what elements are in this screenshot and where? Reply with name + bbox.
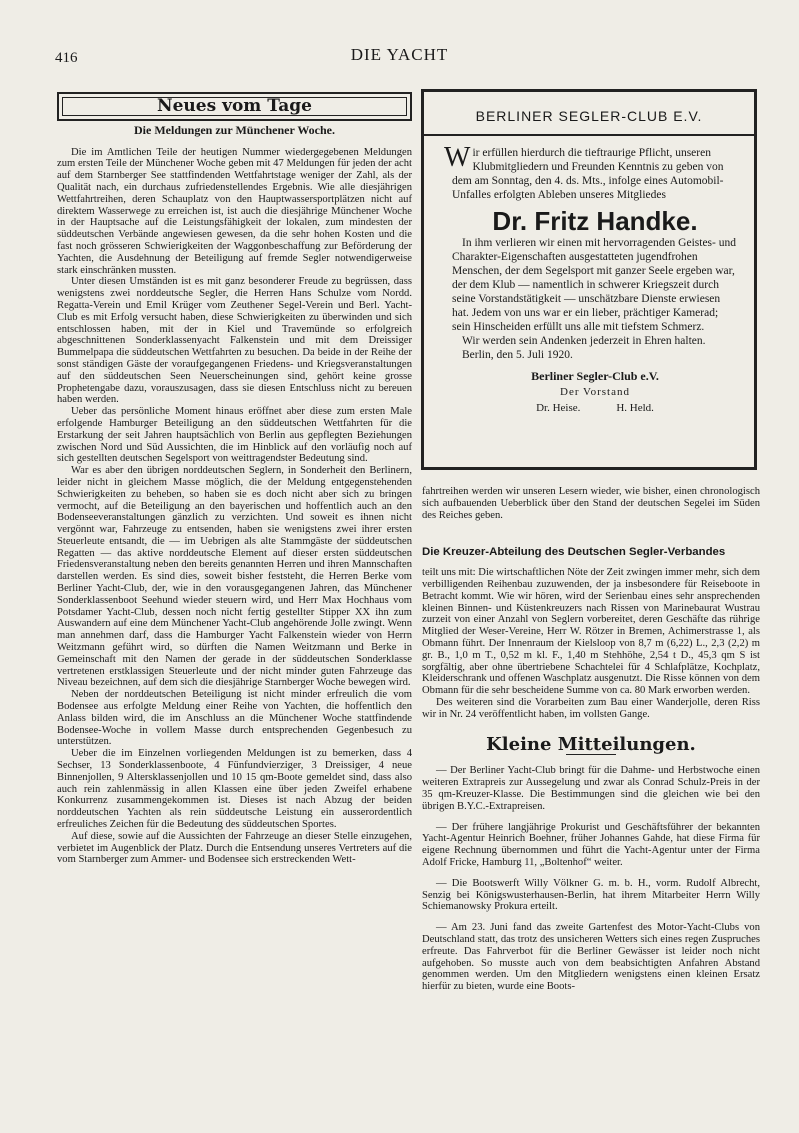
deceased-name: Dr. Fritz Handke.: [492, 206, 698, 236]
continuation-paragraph: fahrtreihen werden wir unseren Lesern wieder, wie bisher, einen chronologisch sich aufbauenden Ueberblick über den Stand der deutschen Segelei im Süden des Reiches geben.: [422, 486, 760, 521]
section-title: Neues vom Tage: [62, 97, 407, 116]
obituary-club-header: BERLINER SEGLER-CLUB E.V.: [475, 108, 703, 124]
article-heading: Die Meldungen zur Münchener Woche.: [134, 122, 335, 137]
signature-club: Berliner Segler-Club e.V.: [531, 369, 659, 383]
news-item: — Am 23. Juni fand das zweite Gartenfest des Motor-Yacht-Clubs von Deutschland statt, das trotz des unsicheren Wetters sich eines regen Zuspruches erfreute. Das Fahrverbot für die Berliner Gewässer ist leider noch nicht aufgehoben. So musste auch von dem beabsichtigten Anfahren Abstand genommen werden. Um den Mitgliedern wenigstens einen kleinen Ersatz hierfür zu bieten, wurde eine Boots-: [422, 922, 760, 993]
news-item: — Die Bootswerft Willy Völkner G. m. b. H., vorm. Rudolf Albrecht, Senzig bei Königswusterhausen-Berlin, hat ihrem Mitarbeiter Herrn Willy Schiemanowsky Prokura erteilt.: [422, 877, 760, 913]
obituary-intro: Wir erfüllen hierdurch die tieftraurige Pflicht, unseren Klubmitgliedern und Freunden Kenntnis zu geben von dem am Sonntag, den 4. ds. Mts., infolge eines Automobil-Unfalles erfolgten Ableben unseres Mitgliedes: [444, 142, 724, 201]
obituary-date: Berlin, den 5. Juli 1920.: [462, 349, 573, 361]
obituary-body: In ihm verlieren wir einen mit hervorragenden Geistes- und Charakter-Eigenschaften ausgestatteten jugendfrohen Menschen, der dem Segelsport mit ganzer Seele ergeben war, der dem Klub — namentlich in schwerer Kriegszeit durch seine Vorstandstätigkeit — unschätzbare Dienste erwiesen hat. Jedem von uns war er ein lieber, prächtiger Kamerad; sein Hinscheiden erfüllt uns alle mit tiefstem Schmerz.: [452, 237, 736, 333]
signer-heise: Dr. Heise.: [536, 402, 581, 414]
kreuzer-heading: Die Kreuzer-Abteilung des Deutschen Segler-Verbandes: [422, 546, 726, 559]
paragraph: War es aber den übrigen norddeutschen Seglern, in Sonderheit den Berlinern, leider nicht in gleichem Masse möglich, die der Meldung entgegenstehenden Schwierigkeiten zu beheben, so haben sie es doch nicht aber sich zu bringen vermocht, auf die Beteiligung an den bayerischen und hoffentlich auch an den Bodenseeveranstaltungen gänzlich zu verzichten. Und soweit es ihnen nicht vergönnt war, Fahrzeuge zu entsenden, haben sie wenigstens zwei ihrer ersten Steuerleute entsandt, die — im Uebrigen als alte Stammgäste der süddeutschen Regatten — das aktive norddeutsche Element auf dieser ersten süddeutschen Friedensveranstaltung neben den bereits genannten Herren und ihren Mannschaften darstellen werden. Es sind dies, soweit bisher feststeht, die Herren Berke vom Berliner Yacht-Club, der, wie in den vorausgegangenen Jahren, das Münchener Sonderklassenboot Seehund wieder steuern wird, und Herr Max Hochhaus vom Potsdamer Yacht-Club, dessen noch nicht fertig gestellter Stipper XX ihn zum Auswandern auf eine dem Münchener Yacht-Club angehörende Jolle zwingt. Wenn man annehmen darf, dass die Hamburger Yacht Falkenstein wieder von Herrn Weitzmann geführt wird, so dürften die Namen Weitzmann und Berke in Gemeinschaft mit den Namen der gerade in der süddeutschen Sonderklasse vertretenen erstklassigen Steuerleute und der nicht minder guten Fahrzeuge das Niveau bezeichnen, auf dem sich die diesjährige Starnberger Woche bewegen wird.: [57, 465, 412, 689]
paragraph: Unter diesen Umständen ist es mit ganz besonderer Freude zu begrüssen, dass wenigstens zwei norddeutsche Segler, die Herren Hans Schulze vom Nordd. Regatta-Verein und Emil Krüger vom Zeuthener Segel-Verein und Berl. Yacht-Club es mit Erfolg versucht haben, diese Schwierigkeiten zu überwinden und sich entschlossen haben, mit der in Kiel und Travemünde so erfolgreich abgeschnittenen Sonderklassenyacht Falkenstein und mit dem Dreissiger Bummelpapa die süddeutschen Wettfahrten zu besuchen. Da beide in der Reihe der sonst ständigen Gäste der voraufgegangenen Friedens- und Kriegsveranstaltungen auf den süddeutschen Seen Neuerscheinungen sind, gehört keine grosse Prophetengabe dazu, vorauszusagen, dass sie diesen Entschluss nicht zu bereuen haben werden.: [57, 276, 412, 406]
signers: [452, 401, 738, 415]
paragraph: Des weiteren sind die Vorarbeiten zum Bau einer Wanderjolle, deren Riss wir in Nr. 24 veröffentlicht haben, im vollsten Gange.: [422, 696, 760, 720]
signature-board: Der Vorstand: [560, 386, 630, 398]
paragraph: Ueber das persönliche Moment hinaus eröffnet aber diese zum ersten Male erfolgende Hamburger Beteiligung an den süddeutschen Wettfahrten für die Erstarkung der seit Jahren hauptsächlich von Berlin aus gepflegten Beziehungen zwischen Nord und Süd Aussichten, die im Hinblick auf den vorläufig noch auf sich gestellten deutschen Segelsport von weittragendster Bedeutung sind.: [57, 406, 412, 465]
news-item: — Der frühere langjährige Prokurist und Geschäftsführer der bekannten Yacht-Agentur Heinrich Boehner, früher Johannes Gahde, hat diese Firma für eigene Rechnung übernommen und führt die Yacht-Agentur unter der Firma Adolf Fricke, Hamburg 11, „Boltenhof“ weiter.: [422, 821, 760, 868]
left-column: [57, 92, 412, 866]
running-head: DIE YACHT: [350, 45, 449, 64]
paragraph: Ueber die im Einzelnen vorliegenden Meldungen ist zu bemerken, dass 4 Sechser, 13 Sonderklassenboote, 4 Fünfundvierziger, 3 Dreissiger, 4 neue Binnenjollen, 9 Altersklassenjollen und 10 15 qm-Boote gemeldet sind, dass also auch rein zahlenmässig in allen Klassen eine über jeden Zweifel erhabene Konkurrenz zusammengekommen ist. Dieses ist nach Abzug der beiden norddeutschen Yachten als rein süddeutsche Leistung ein ausserordentlich erfreuliches Zeichen für die Bedeutung des süddeutschen Sportes.: [57, 748, 412, 831]
paragraph: Die im Amtlichen Teile der heutigen Nummer wiedergegebenen Meldungen zum ersten Teile der Münchener Woche geben mit 47 Meldungen für jeden der acht auf dem Starnberger See stattfindenden Wettfahrtstage weniger der Zahl, als der Qualität nach, ein durchaus zufriedenstellendes Ergebnis. Wie alle diesjährigen Wettfahrtreihen, deren Schauplatz von den Hauptwassersportplätzen nicht auf direktem Wasserwege zu erreichen ist, ist auch die diesjährige Münchener Woche in der Hauptsache auf die Leistungsfähigkeit der lokalen, zum mindesten der süddeutschen Verbände angewiesen gewesen, da die sehr hohen Kosten und die fast noch grösseren Schwierigkeiten der Waggonbeschaffung zur Beförderung der Yachten, die Ausdehnung der Beteiligung auf fremde Segler notwendigerweise stark einschränken mussten.: [57, 146, 412, 276]
news-item: — Der Berliner Yacht-Club bringt für die Dahme- und Herbstwoche einen weiteren Extrapreis zur Aussegelung und zwar als Conrad Schulz-Preis in der 35 qm-Kreuzer-Klasse. Die Bestimmungen sind die gleichen wie bei den übrigen B.Y.C.-Extrapreisen.: [422, 765, 760, 812]
obituary-notice: [421, 89, 757, 470]
right-column: [422, 486, 760, 993]
kleine-mitteilungen-heading: Kleine Mitteilungen.: [486, 733, 696, 755]
signer-held: H. Held.: [616, 402, 654, 414]
paragraph: teilt uns mit: Die wirtschaftlichen Nöte der Zeit zwingen immer mehr, sich dem verbilligenden Reihenbau zuzuwenden, der ja insbesondere für Reiseboote in Betracht kommt. Wie wir hören, wird der Serienbau eines sehr ansprechenden kleinen Binnen- und Küstenkreuzers nach Rissen von Marinebaurat Wustrau zurzeit von einer Anzahl von Seglern vorbereitet, deren Geschäfte das rührige Mitglied der Weser-Vereine, Herr W. Rötzer in Bremen, Achimerstrasse 1, als Obmann führt. Der Innenraum der Kielsloop von 8,7 m (6,22) L., 2,3 (2,2) m gr. B., 1,0 m T., 0,52 m kl. F., 1,40 m Stehhöhe, 2,54 t D., 45,3 qm S ist sorgfältig, aber ohne übertriebene Schachtelei für 4 Schlafplätze, Kochplatz, Kleiderschrank und offenen Waschplatz ausgenutzt. Die Risse können von dem Obmann für die sehr bescheidene Summe von ca. 80 Mark erworben werden.: [422, 567, 760, 697]
obituary-closing: Wir werden sein Andenken jederzeit in Ehren halten.: [462, 335, 706, 347]
section-title-box: [57, 92, 412, 121]
paragraph: Auf diese, sowie auf die Aussichten der Fahrzeuge an dieser Stelle einzugehen, verbietet im Augenblick der Platz. Durch die Entsendung unseres Vertreters auf die vom Starnberger zum Ammer- und Bodensee sich erstreckenden Wett-: [57, 830, 412, 866]
paragraph: Neben der norddeutschen Beteiligung ist nicht minder erfreulich die vom Bodensee aus erfolgte Meldung einer Reihe von Yachten, die hoffentlich den Anlass bilden wird, die im Anschluss an die Münchener Woche stattfindende Bodensee-Woche in vollem Masse durch entsprechenden Gegenbesuch zu unterstützen.: [57, 689, 412, 748]
page-number: 416: [55, 50, 78, 66]
